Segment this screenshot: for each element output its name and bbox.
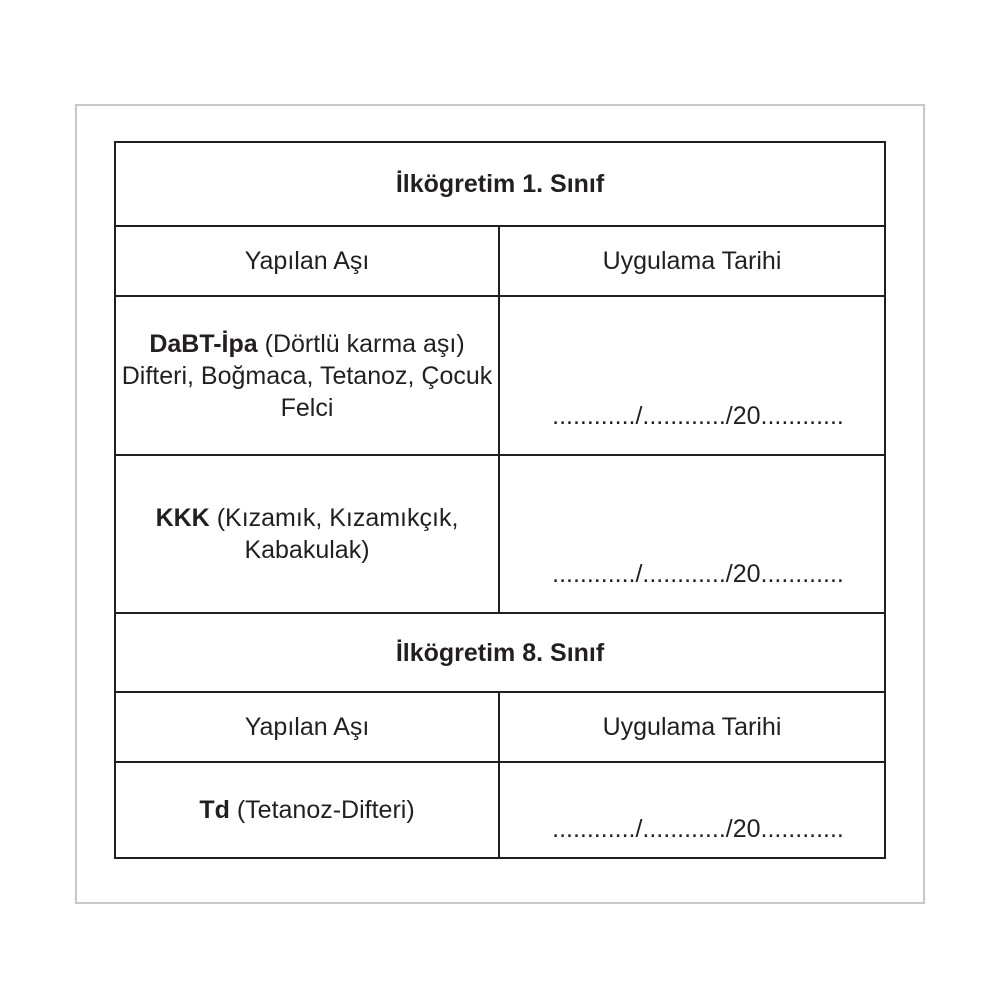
vaccine-name-cell: [115, 455, 499, 613]
vaccine-description: (Kızamık, Kızamıkçık, Kabakulak): [209, 504, 459, 564]
section1-col-vaccine: Yapılan Aşı: [115, 226, 499, 296]
section1-header-row: [115, 226, 885, 296]
vaccine-code: Td: [199, 796, 230, 824]
vaccination-table: [114, 141, 886, 859]
table-row: [115, 455, 885, 613]
vaccine-name-cell: [115, 296, 499, 455]
date-blank: ............/............/20............: [552, 402, 844, 430]
section2-title: İlkögretim 8. Sınıf: [115, 613, 885, 692]
date-blank: ............/............/20............: [552, 815, 844, 843]
date-cell: [499, 455, 885, 613]
vaccine-description: (Dörtlü karma aşı) Difteri, Boğmaca, Tetanoz, Çocuk Felci: [121, 329, 493, 422]
section2-title-row: [115, 613, 885, 692]
vaccine-name-cell: [115, 762, 499, 858]
section2-header-row: [115, 692, 885, 762]
date-cell: [499, 762, 885, 858]
date-cell: [499, 296, 885, 455]
vaccine-code: DaBT-İpa: [149, 329, 258, 358]
table-row: [115, 296, 885, 455]
section1-col-date: Uygulama Tarihi: [499, 226, 885, 296]
section2-col-date: Uygulama Tarihi: [499, 692, 885, 762]
vaccine-description: (Tetanoz-Difteri): [229, 796, 415, 824]
section1-title-row: [115, 142, 885, 226]
vaccine-code: KKK: [155, 504, 210, 532]
date-blank: ............/............/20............: [552, 560, 844, 588]
section1-title: İlkögretim 1. Sınıf: [115, 142, 885, 226]
section2-col-vaccine: Yapılan Aşı: [115, 692, 499, 762]
table-row: [115, 762, 885, 858]
